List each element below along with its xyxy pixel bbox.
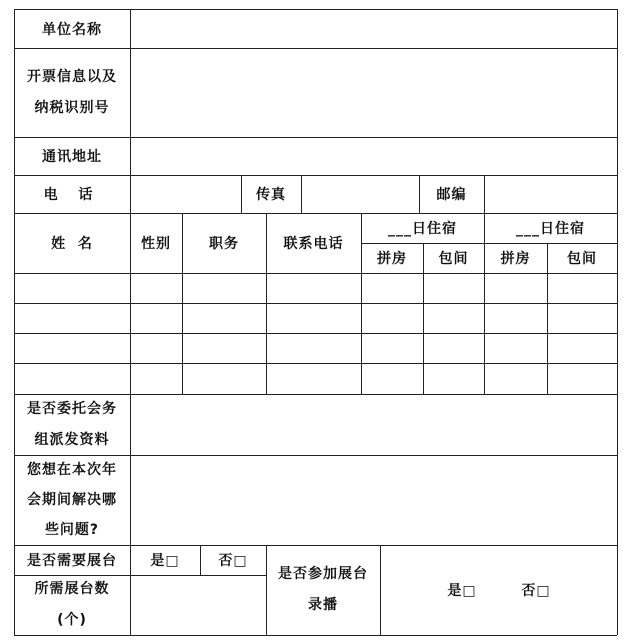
invoice-tax-id-field[interactable]	[131, 49, 616, 136]
invoice-label-line2: 纳税识别号	[34, 99, 110, 116]
entrust-line2: 组派发资料	[34, 431, 110, 448]
stay1-shared-room-label: 拼房	[377, 251, 407, 267]
booth-recording-label	[266, 545, 380, 635]
issues-line1: 您想在本次年	[27, 462, 117, 478]
stay2-label: ___日住宿	[516, 221, 585, 237]
issues-question-label	[14, 455, 130, 545]
position-label: 职务	[209, 236, 239, 252]
fax-field[interactable]	[302, 176, 418, 212]
entrust-line1: 是否委托会务	[27, 400, 117, 417]
invoice-label-line1: 开票信息以及	[27, 68, 117, 85]
entrust-materials-field[interactable]	[131, 395, 616, 454]
issues-field[interactable]	[131, 456, 616, 544]
stay2-shared-room-label: 拼房	[500, 251, 531, 267]
booth-count-label	[14, 575, 130, 635]
stay1-label: ___日住宿	[388, 221, 457, 237]
fax-label: 传真	[256, 187, 286, 203]
gender-label: 性别	[141, 236, 171, 252]
stay2-single-room-label: 包间	[567, 251, 597, 267]
booth-count-field[interactable]	[131, 576, 265, 634]
postcode-field[interactable]	[485, 176, 616, 212]
address-field[interactable]	[131, 138, 616, 174]
rule-v	[380, 545, 381, 635]
name-label: 姓 名	[51, 236, 93, 252]
recording-line2: 录播	[308, 597, 338, 613]
booth-count-line1: 所需展台数	[34, 581, 110, 597]
need-booth-yes-checkbox[interactable]: 是□	[150, 553, 180, 569]
issues-line2: 会期间解决哪	[27, 492, 117, 508]
stay1-single-room-label: 包间	[438, 251, 469, 267]
table-row[interactable]	[15, 304, 616, 332]
booth-count-line2: (个)	[57, 612, 87, 628]
recording-line1: 是否参加展台	[278, 566, 368, 582]
table-row[interactable]	[15, 274, 616, 302]
need-booth-no-checkbox[interactable]: 否□	[218, 553, 248, 569]
phone-label: 电 话	[43, 187, 101, 203]
postcode-label: 邮编	[436, 187, 467, 203]
invoice-tax-id-label	[14, 48, 130, 137]
recording-no-checkbox[interactable]: 否□	[521, 583, 551, 599]
contact-phone-label: 联系电话	[283, 236, 344, 252]
table-row[interactable]	[15, 334, 616, 362]
address-label: 通讯地址	[42, 149, 102, 165]
unit-name-field[interactable]	[131, 10, 616, 47]
entrust-materials-label	[14, 394, 130, 455]
need-booth-label: 是否需要展台	[27, 553, 117, 569]
phone-field[interactable]	[131, 176, 240, 212]
rule-v	[617, 9, 618, 635]
unit-name-label: 单位名称	[42, 21, 102, 38]
recording-yes-checkbox[interactable]: 是□	[447, 583, 477, 599]
issues-line3: 些问题?	[44, 522, 100, 538]
table-row[interactable]	[15, 364, 616, 393]
